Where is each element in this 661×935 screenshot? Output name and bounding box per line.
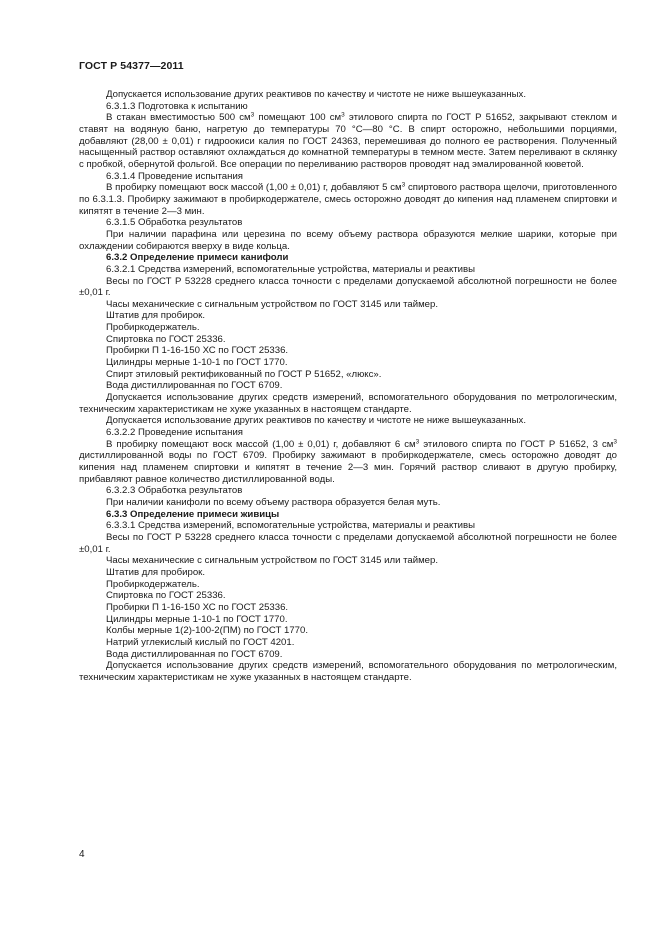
text-run: помещают 100 см <box>254 112 342 124</box>
paragraph: Пробирки П 1-16-150 ХС по ГОСТ 25336. <box>106 345 289 357</box>
text-run: дистиллированной воды по ГОСТ 6709. Пробирку зажимают в пробиркодержателе, смесь осторожно доводят до кипения над пламенем спиртовки и кипятят в течение 2—3 мин. Горячий раствор сливают в другую пробирку, прибавляют равное количество дистиллированной воды. <box>79 450 617 485</box>
paragraph: Спирт этиловый ректификованный по ГОСТ Р 51652, «люкс». <box>106 368 382 380</box>
page-number: 4 <box>79 849 85 860</box>
paragraph: 6.3.2.2 Проведение испытания <box>106 427 243 439</box>
text-run: этилового спирта по ГОСТ Р 51652, закрывают стеклом и ставят на водяную баню, нагретую до температуры 70 °С—80 °С. В спирт осторожно, небольшими порциями, добавляют (28,00 ± 0,01) г гидроокиси калия по ГОСТ 24363, перемешивая до полного ее растворения. Полученный насыщенный раствор оставляют охлаждаться до комнатной температуры в темном месте. Затем переливают в склянку с пробкой, обернутой фольгой. Все операции по переливанию растворов проводят над эмалированной кюветой. <box>79 112 617 170</box>
paragraph: 6.3.3.1 Средства измерений, вспомогательные устройства, материалы и реактивы <box>106 520 476 532</box>
paragraph <box>79 182 617 217</box>
paragraph: Часы механические с сигнальным устройством по ГОСТ 3145 или таймер. <box>106 555 439 567</box>
superscript: 3 <box>415 438 420 446</box>
paragraph: Вода дистиллированная по ГОСТ 6709. <box>106 380 283 392</box>
paragraph: Вода дистиллированная по ГОСТ 6709. <box>106 648 283 660</box>
paragraph: Допускается использование других средств измерений, вспомогательного оборудования по метрологическим, техническим характеристикам не хуже указанных в настоящем стандарте. <box>79 392 617 415</box>
paragraph: 6.3.1.4 Проведение испытания <box>106 170 243 182</box>
paragraph: Допускается использование других средств измерений, вспомогательного оборудования по метрологическим, техническим характеристикам не хуже указанных в настоящем стандарте. <box>79 660 617 683</box>
paragraph: Пробирки П 1-16-150 ХС по ГОСТ 25336. <box>106 601 289 613</box>
paragraph: Пробиркодержатель. <box>106 322 200 334</box>
text-run: В пробирку помещают воск массой (1,00 ± 0,01) г, добавляют 5 см <box>106 182 402 194</box>
paragraph: Цилиндры мерные 1-10-1 по ГОСТ 1770. <box>106 357 288 369</box>
superscript: 3 <box>613 438 618 446</box>
paragraph: Спиртовка по ГОСТ 25336. <box>106 333 226 345</box>
paragraph: Допускается использование других реактивов по качеству и чистоте не ниже вышеуказанных. <box>106 89 526 100</box>
text-run: этилового спирта по ГОСТ Р 51652, 3 см <box>419 438 614 450</box>
paragraph: Допускается использование других реактивов по качеству и чистоте не ниже вышеуказанных. <box>106 415 526 427</box>
paragraph: Колбы мерные 1(2)-100-2(ПМ) по ГОСТ 1770. <box>106 625 309 637</box>
paragraph <box>79 112 617 170</box>
superscript: 3 <box>250 111 255 119</box>
paragraph: Цилиндры мерные 1-10-1 по ГОСТ 1770. <box>106 613 288 625</box>
paragraph: Спиртовка по ГОСТ 25336. <box>106 590 226 602</box>
paragraph: 6.3.2.1 Средства измерений, вспомогательные устройства, материалы и реактивы <box>106 263 476 275</box>
document-header: ГОСТ Р 54377—2011 <box>79 60 184 72</box>
paragraph: Пробиркодержатель. <box>106 578 200 590</box>
text-run: В пробирку помещают воск массой (1,00 ± 0,01) г, добавляют 6 см <box>106 438 416 450</box>
paragraph: Натрий углекислый кислый по ГОСТ 4201. <box>106 636 295 648</box>
superscript: 3 <box>341 111 345 119</box>
paragraph: Часы механические с сигнальным устройством по ГОСТ 3145 или таймер. <box>106 298 439 310</box>
paragraph: Штатив для пробирок. <box>106 310 206 322</box>
text-run: В стакан вместимостью 500 см <box>106 112 251 124</box>
paragraph: При наличии канифоли по всему объему раствора образуется белая муть. <box>106 496 441 508</box>
paragraph: 6.3.2.3 Обработка результатов <box>106 485 243 497</box>
paragraph: При наличии парафина или церезина по всему объему раствора образуются мелкие шарики, которые при охлаждении собираются вверху в виде кольца. <box>79 228 617 252</box>
paragraph: 6.3.2 Определение примеси канифоли <box>106 252 289 264</box>
paragraph: Весы по ГОСТ Р 53228 среднего класса точности с пределами допускаемой абсолютной погрешности не более ±0,01 г. <box>79 275 617 299</box>
text-run: спиртового раствора щелочи, приготовленного по 6.3.1.3. Пробирку зажимают в пробиркодержателе, смесь осторожно доводят до кипения над пламенем спиртовки и кипятят в течение 2—3 мин. <box>79 182 617 217</box>
superscript: 3 <box>401 181 406 189</box>
paragraph: Штатив для пробирок. <box>106 566 206 578</box>
paragraph <box>79 439 617 486</box>
paragraph: 6.3.1.5 Обработка результатов <box>106 217 243 229</box>
paragraph: 6.3.3 Определение примеси живицы <box>106 508 280 520</box>
document-body <box>79 89 617 683</box>
paragraph: Весы по ГОСТ Р 53228 среднего класса точности с пределами допускаемой абсолютной погрешности не более ±0,01 г. <box>79 531 617 555</box>
paragraph: 6.3.1.3 Подготовка к испытанию <box>106 100 248 112</box>
